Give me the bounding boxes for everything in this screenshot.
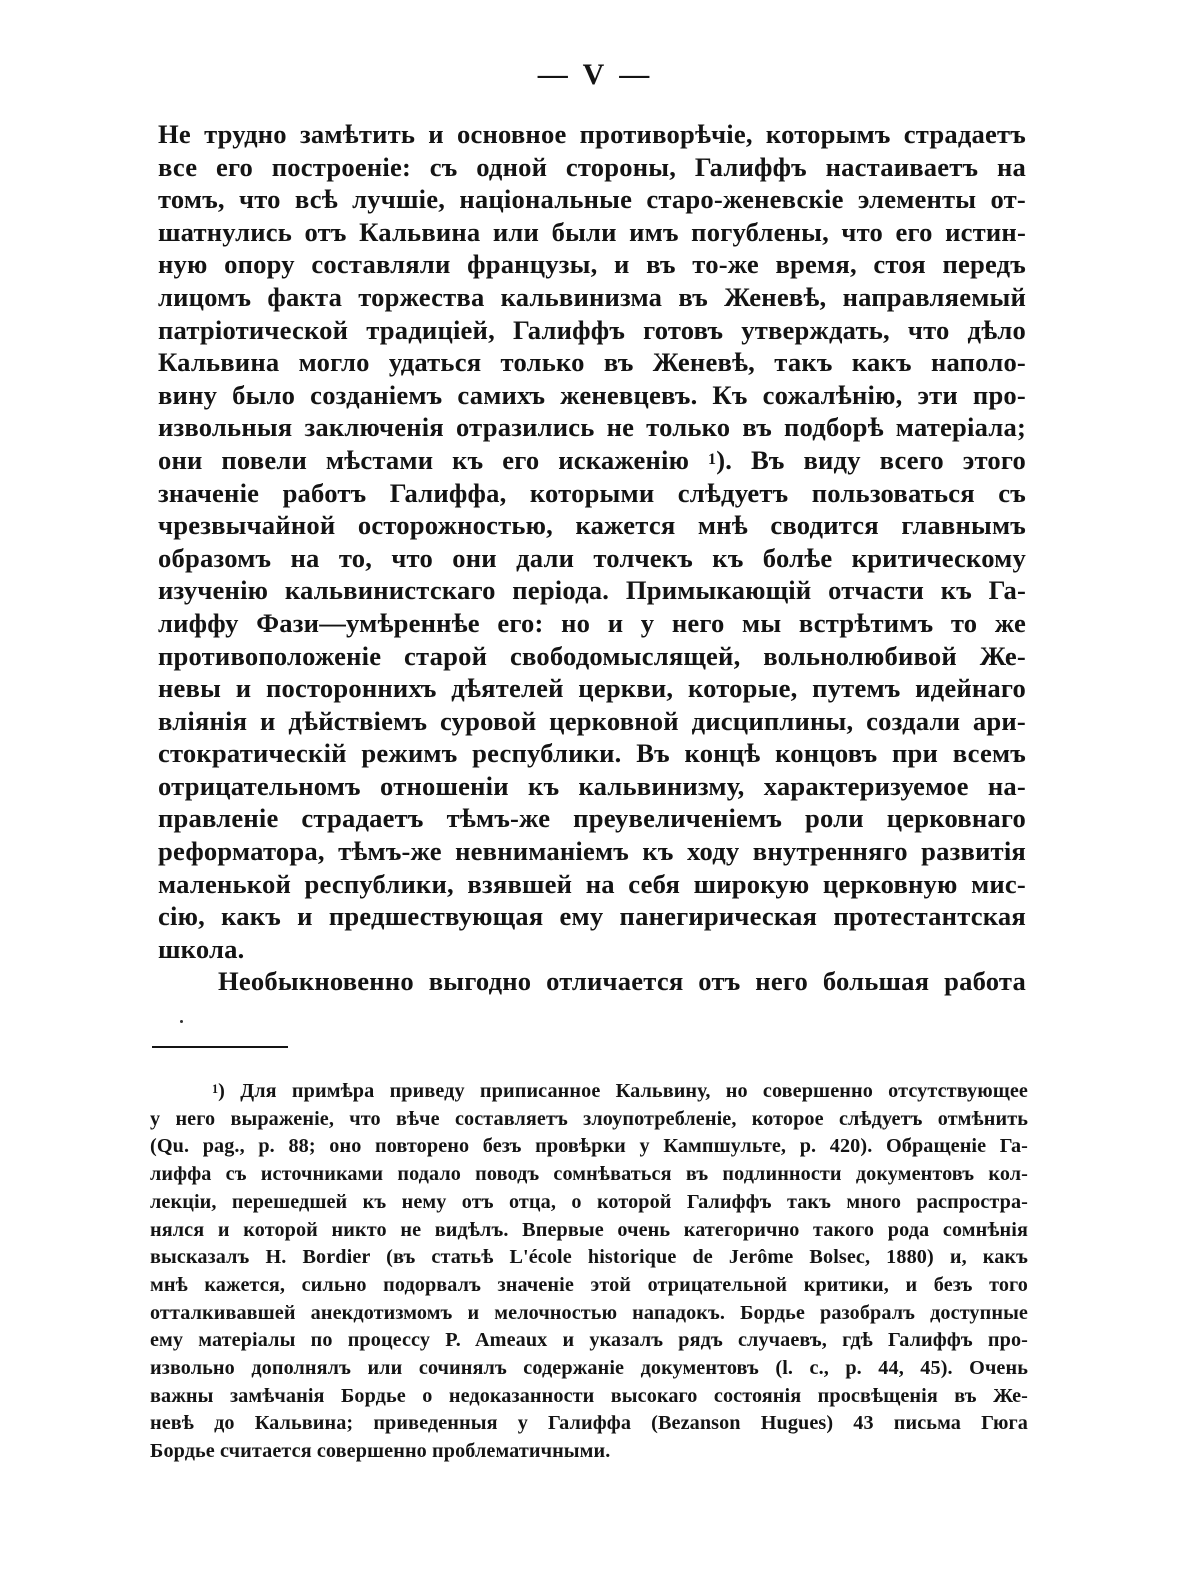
footnote-line: мнѣ кажется, сильно подорвалъ значеніе этой отрицательной критики, и безъ того: [150, 1273, 1028, 1296]
body-line: реформатора, тѣмъ-же невниманіемъ къ ходу внутренняго развитія: [158, 836, 1026, 867]
footnote-line: ему матеріалы по процессу P. Ameaux и указалъ рядъ случаевъ, гдѣ Галиффъ про-: [150, 1329, 1028, 1352]
footnote-line: (Qu. pag., p. 88; оно повторено безъ провѣрки у Кампшульте, p. 420). Обращеніе Га-: [150, 1135, 1028, 1158]
body-line: томъ, что всѣ лучшіе, національные старо-женевскіе элементы от-: [158, 184, 1026, 215]
body-line-tail: ). Въ виду всего этого: [716, 444, 1026, 475]
footnote-line: нялся и которой никто не видѣлъ. Впервые очень категорично такого рода сомнѣнія: [150, 1218, 1028, 1241]
paragraph-start-line: Необыкновенно выгодно отличается отъ него большая работа: [218, 966, 1026, 997]
footnote-reference[interactable]: 1: [708, 451, 717, 469]
footnote-line-text: ) Для примѣра приведу приписанное Кальвину, но совершенно отсутствующее: [218, 1080, 1028, 1102]
body-line: чрезвычайной осторожностью, кажется мнѣ сводится главнымъ: [158, 510, 1026, 541]
body-line-with-footnote-ref: [158, 444, 1026, 477]
body-line: противоположеніе старой свободомыслящей, вольнолюбивой Же-: [158, 640, 1026, 671]
body-line: отрицательномъ отношеніи къ кальвинизму, характеризуемое на-: [158, 770, 1026, 801]
body-line: вину было созданіемъ самихъ женевцевъ. Къ сожалѣнію, эти про-: [158, 379, 1026, 410]
footnote-separator: [152, 1046, 288, 1048]
body-line: невы и постороннихъ дѣятелей церкви, которые, путемъ идейнаго: [158, 673, 1026, 704]
footnote-line: важны замѣчанія Бордье о недоказанности высокаго состоянія просвѣщенія въ Же-: [150, 1384, 1028, 1407]
body-line: значеніе работъ Галиффа, которыми слѣдуетъ пользоваться съ: [158, 477, 1026, 508]
body-line: Не трудно замѣтить и основное противорѣчіе, которымъ страдаетъ: [158, 119, 1026, 149]
body-line: образомъ на то, что они дали толчекъ къ болѣе критическому: [158, 542, 1026, 573]
body-line: маленькой республики, взявшей на себя широкую церковную мис-: [158, 868, 1026, 899]
footnote-line: отталкивавшей анекдотизмомъ и мелочностью нападокъ. Бордье разобралъ доступные: [150, 1301, 1028, 1324]
body-line: вліянія и дѣйствіемъ суровой церковной дисциплины, создали ари-: [158, 705, 1026, 736]
footnote-line: невѣ до Кальвина; приведенныя у Галиффа (Bezanson Hugues) 43 письма Гюга: [150, 1412, 1028, 1435]
body-line-text: они повели мѣстами къ его искаженію: [158, 444, 690, 475]
footnote-line: извольно дополнялъ или сочинялъ содержаніе документовъ (l. c., p. 44, 45). Очень: [150, 1357, 1028, 1380]
body-line: изученію кальвинистскаго періода. Примыкающій отчасти къ Га-: [158, 575, 1026, 606]
main-body-text: [158, 118, 1026, 998]
footnote-line: Бордье считается совершенно проблематичными.: [150, 1440, 611, 1463]
body-line: извольныя заключенія отразились не только въ подборѣ матеріала;: [158, 412, 1026, 443]
body-line: патріотической традиціей, Галиффъ готовъ утверждать, что дѣло: [158, 314, 1026, 345]
print-speck: [180, 1020, 183, 1023]
body-line: сію, какъ и предшествующая ему панегирическая протестантская: [158, 901, 1026, 932]
body-line: шатнулись отъ Кальвина или были имъ погублены, что его истин-: [158, 216, 1026, 247]
footnote-marker: 1: [212, 1082, 219, 1097]
footnote-line: у него выраженіе, что вѣче составляетъ злоупотребленіе, которое слѣдуетъ отмѣнить: [150, 1107, 1028, 1130]
footnote-line: лиффа съ источниками подало поводъ сомнѣваться въ подлинности документовъ кол-: [150, 1163, 1028, 1186]
body-line: стократическій режимъ республики. Въ концѣ концовъ при всемъ: [158, 738, 1026, 769]
footnote-line: лекціи, перешедшей къ нему отъ отца, о которой Галиффъ такъ много распростра-: [150, 1190, 1028, 1213]
body-line: ную опору составляли французы, и въ то-же время, стоя передъ: [158, 249, 1026, 280]
page-number: — V —: [537, 58, 654, 91]
body-line: школа.: [158, 933, 245, 964]
body-line: лиффу Фази—умѣреннѣе его: но и у него мы встрѣтимъ то же: [158, 607, 1026, 638]
body-line: лицомъ факта торжества кальвинизма въ Женевѣ, направляемый: [158, 281, 1026, 312]
body-line: правленіе страдаетъ тѣмъ-же преувеличеніемъ роли церковнаго: [158, 803, 1026, 834]
footnote-line: высказалъ H. Bordier (въ статьѣ L'école historique de Jerôme Bolsec, 1880) и, какъ: [150, 1246, 1028, 1269]
body-line: Кальвина могло удаться только въ Женевѣ, такъ какъ наполо-: [158, 347, 1026, 378]
footnote-first-line: [150, 1078, 1028, 1106]
body-line: все его построеніе: съ одной стороны, Галиффъ настаиваетъ на: [158, 151, 1026, 182]
footnote-block: [150, 1078, 1028, 1466]
